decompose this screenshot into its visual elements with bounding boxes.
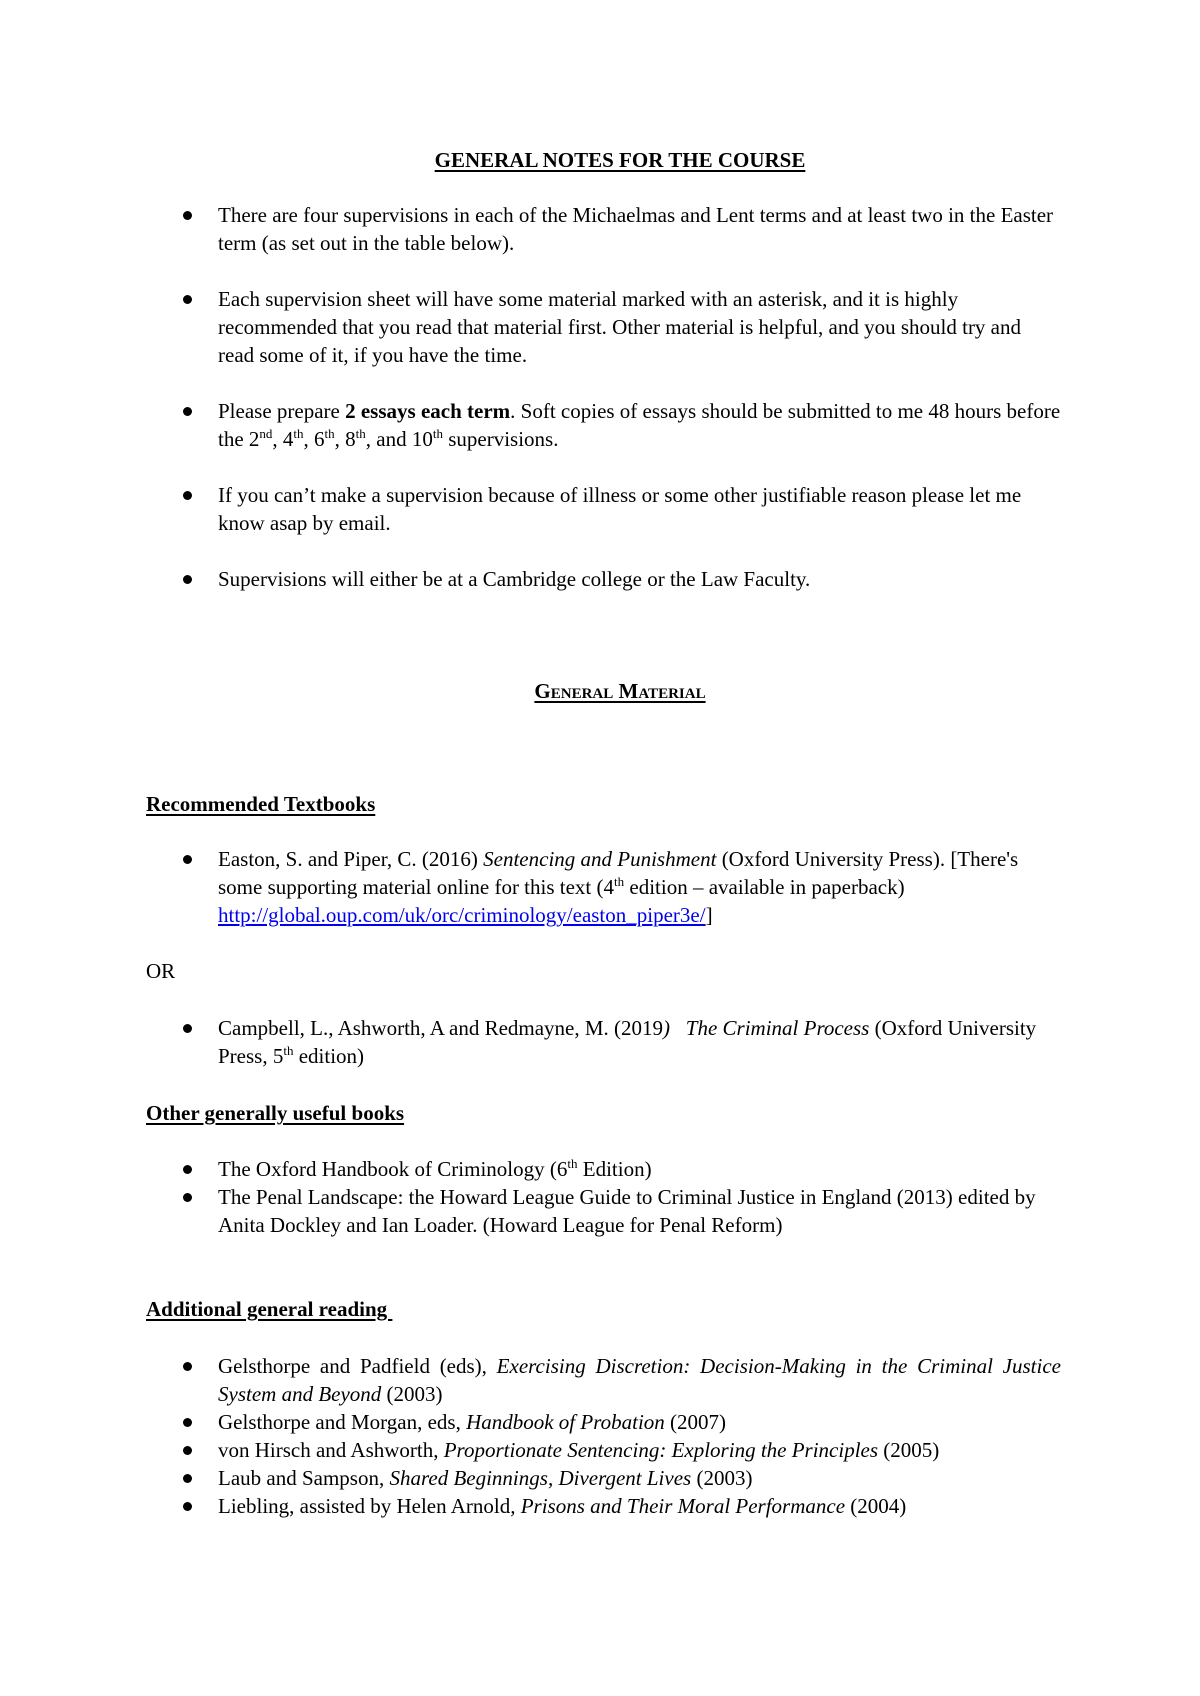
general-material-title: General Material bbox=[534, 679, 706, 703]
list-item bbox=[0, 397, 1061, 453]
list-item bbox=[0, 285, 1061, 369]
list-item bbox=[0, 1492, 1061, 1520]
additional-reading-heading: Additional general reading bbox=[146, 1297, 393, 1321]
list-item bbox=[0, 1464, 1061, 1492]
recommended-textbooks-heading: Recommended Textbooks bbox=[146, 792, 376, 816]
list-item-text: There are four supervisions in each of the Michaelmas and Lent terms and at least two in the Easter term (as set out in the table below). bbox=[218, 203, 1054, 255]
list-item bbox=[0, 1014, 1061, 1070]
list-item-text: Supervisions will either be at a Cambridge college or the Law Faculty. bbox=[218, 567, 811, 591]
bullet-icon bbox=[183, 491, 192, 500]
list-item-text: Please prepare 2 essays each term. Soft copies of essays should be submitted to me 48 hours before the 2nd, 4th, 6th, 8th, and 10th supervisions. bbox=[218, 399, 1061, 451]
oup-online-link[interactable]: http://global.oup.com/uk/orc/criminology/easton_piper3e/ bbox=[218, 903, 706, 927]
list-item bbox=[0, 201, 1061, 257]
bullet-icon bbox=[183, 1418, 192, 1427]
list-item bbox=[0, 1183, 1061, 1239]
list-item bbox=[0, 565, 1061, 593]
list-item-text: Gelsthorpe and Morgan, eds, Handbook of Probation (2007) bbox=[218, 1410, 727, 1434]
general-notes-list bbox=[0, 201, 1200, 621]
list-item-text: The Oxford Handbook of Criminology (6th Edition) bbox=[218, 1156, 652, 1181]
recommended-list-2 bbox=[0, 1014, 1200, 1070]
list-item-text: The Penal Landscape: the Howard League Guide to Criminal Justice in England (2013) edited by Anita Dockley and Ian Loader. (Howard League for Penal Reform) bbox=[218, 1185, 1036, 1237]
bullet-icon bbox=[183, 855, 192, 864]
additional-reading-list bbox=[0, 1352, 1200, 1520]
bullet-icon bbox=[183, 295, 192, 304]
list-item-text: von Hirsch and Ashworth, Proportionate Sentencing: Exploring the Principles (2005) bbox=[218, 1438, 940, 1462]
other-books-list bbox=[0, 1155, 1200, 1239]
list-item bbox=[0, 1436, 1061, 1464]
list-item-text: Campbell, L., Ashworth, A and Redmayne, M. (2019) The Criminal Process (Oxford University Press, 5th edition) bbox=[218, 1016, 1037, 1068]
bullet-icon bbox=[183, 1446, 192, 1455]
list-item-text: Gelsthorpe and Padfield (eds), Exercising Discretion: Decision-Making in the Criminal Justice System and Beyond (2003) bbox=[218, 1354, 1061, 1406]
bullet-icon bbox=[183, 1474, 192, 1483]
other-books-heading: Other generally useful books bbox=[146, 1101, 405, 1125]
bullet-icon bbox=[183, 1024, 192, 1033]
emphasis-essays: 2 essays each term bbox=[345, 399, 511, 423]
list-item bbox=[0, 1408, 1061, 1436]
list-item bbox=[0, 481, 1061, 537]
recommended-list-1 bbox=[0, 845, 1200, 929]
bullet-icon bbox=[183, 1193, 192, 1202]
list-item-text: Laub and Sampson, Shared Beginnings, Divergent Lives (2003) bbox=[218, 1466, 753, 1490]
list-item-text: Liebling, assisted by Helen Arnold, Prisons and Their Moral Performance (2004) bbox=[218, 1494, 907, 1518]
bullet-icon bbox=[183, 1165, 192, 1174]
or-text: OR bbox=[146, 959, 176, 983]
bullet-icon bbox=[183, 1362, 192, 1371]
general-notes-title: GENERAL NOTES FOR THE COURSE bbox=[434, 148, 806, 172]
list-item-text: Easton, S. and Piper, C. (2016) Sentencing and Punishment (Oxford University Press). [There's some supporting material online for this text (4th edition – available in paperback) http://global.oup.com/uk/orc/criminology/easton_piper3e/] bbox=[218, 847, 1019, 927]
bullet-icon bbox=[183, 407, 192, 416]
bullet-icon bbox=[183, 575, 192, 584]
list-item bbox=[0, 1155, 1061, 1183]
list-item-text: Each supervision sheet will have some material marked with an asterisk, and it is highly recommended that you read that material first. Other material is helpful, and you should try and read some of it, if you have the time. bbox=[218, 287, 1022, 367]
list-item bbox=[0, 1352, 1061, 1408]
list-item-text: If you can’t make a supervision because of illness or some other justifiable reason please let me know asap by email. bbox=[218, 483, 1022, 535]
bullet-icon bbox=[183, 211, 192, 220]
bullet-icon bbox=[183, 1502, 192, 1511]
list-item bbox=[0, 845, 1061, 929]
